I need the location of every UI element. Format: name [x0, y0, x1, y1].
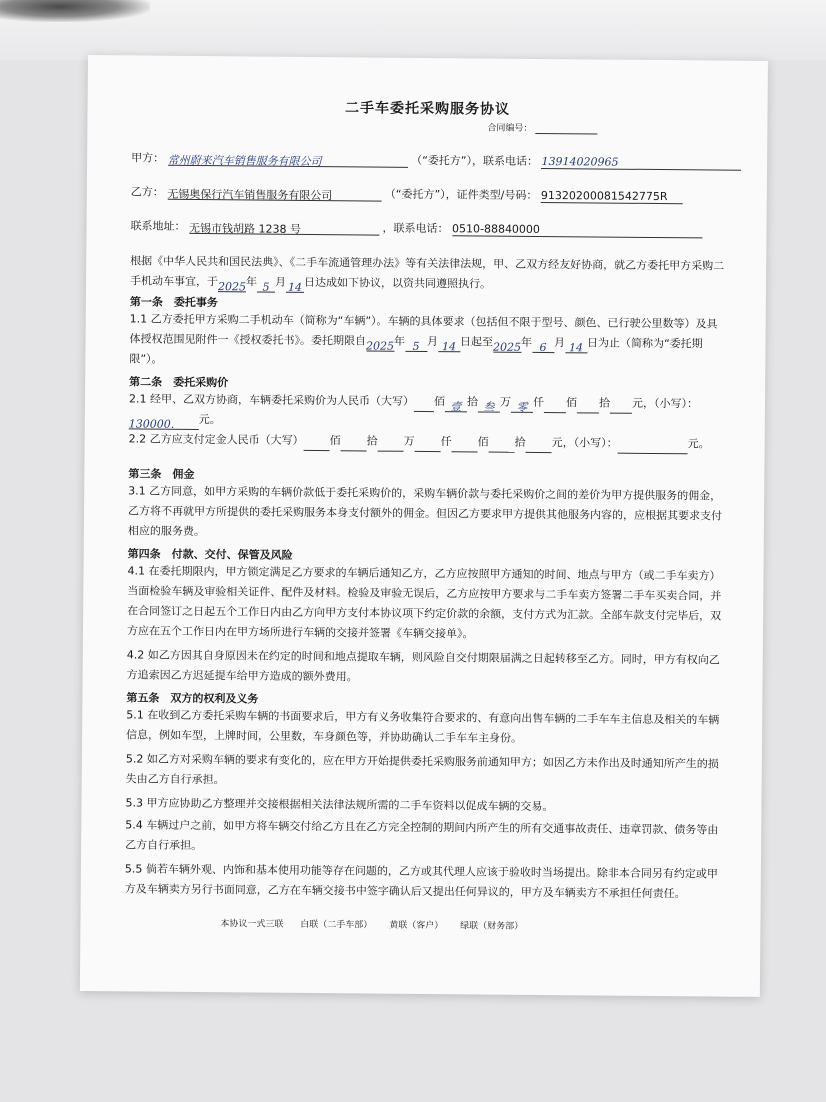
intro-text: 根据《中华人民共和国民法典》、《二手车流通管理办法》等有关法律法规，甲、乙双方经友好协商，就乙方委托甲方采购二手机动车事宜，于	[129, 254, 725, 289]
term-start-month-unit: 月	[426, 335, 439, 349]
article-1-heading: 第一条 委托事务	[129, 295, 218, 310]
intro-year-unit: 年	[245, 275, 258, 289]
party-b-label: 乙方：	[130, 185, 164, 199]
deposit-small-blank	[618, 439, 688, 455]
deposit-blank	[304, 436, 330, 451]
deposit-blank	[452, 437, 478, 452]
party-a-name: 常州蔚来汽车销售服务有限公司	[168, 152, 408, 168]
article-2-heading: 第二条 委托采购价	[129, 375, 229, 390]
deposit-blank	[489, 438, 515, 453]
article-5-1-paragraph: 5.1 在收到乙方委托采购车辆的书面要求后，甲方有义务收集符合要求的、有意向出售车辆的二手车车主信息及相关的车辆信息，例如车型，上牌时间，公里数，车身颜色等，并协助确认二手车车主身份。	[126, 708, 720, 745]
intro-month-unit: 月	[274, 275, 287, 289]
contract-number-blank	[535, 123, 597, 135]
price-unit-shi: 拾	[466, 395, 479, 409]
address-phone: 0510-88840000	[452, 222, 702, 238]
price-small-value: 130000.	[129, 414, 199, 430]
party-a-phone: 13914020965	[541, 155, 741, 171]
deposit-blank	[378, 437, 404, 452]
price-end: 元。	[198, 413, 221, 427]
document-title: 二手车委托采购服务协议	[344, 100, 511, 118]
term-end-text: 日为止（简称为“委托期限”）。	[129, 336, 703, 366]
article-5-3-paragraph: 5.3 甲方应协助乙方整理并交接根据相关法律法规所需的二手车资料以促成车辆的交易。	[125, 796, 554, 814]
deposit-unit-qian: 仟	[440, 435, 452, 449]
term-mid-text: 日起至	[459, 335, 494, 349]
article-1-text: 1.1 乙方委托甲方采购二手机动车（简称为“车辆”）。车辆的具体要求（包括但不限于型号、颜色、已行驶公里数等）及具体授权范围见附件一《授权委托书》。委托期限自	[129, 312, 718, 348]
address-phone-label: ，联系电话：	[382, 221, 449, 236]
term-start-month: 5	[405, 337, 427, 352]
deposit-text: 2.2 乙方应支付定金人民币（大写）	[128, 432, 304, 447]
deposit-unit-bai: 佰	[329, 434, 341, 448]
footer-yellow-copy: 黄联（客户）	[389, 920, 444, 932]
article-2-2-paragraph	[129, 429, 727, 454]
deposit-unit-bai2: 佰	[477, 435, 489, 449]
term-start-day: 14	[438, 337, 460, 352]
intro-text-end: 日达成如下协议，以资共同遵照执行。	[303, 275, 492, 291]
article-2-1-paragraph	[129, 389, 727, 434]
intro-paragraph	[130, 251, 728, 296]
article-3-heading: 第三条 佣金	[128, 467, 195, 481]
price-blank	[610, 399, 632, 414]
price-unit-bai: 佰	[433, 395, 446, 409]
article-1-paragraph	[129, 309, 728, 374]
deposit-blank	[526, 438, 552, 453]
deposit-unit-yuan: 元，（小写）：	[551, 436, 618, 450]
price-unit-yuan: 元，（小写）：	[631, 396, 699, 411]
price-text: 2.1 经甲、乙双方协商，车辆委托采购价为人民币（大写）	[128, 392, 415, 408]
price-blank	[414, 397, 434, 412]
party-a-label: 甲方：	[131, 151, 165, 165]
price-unit-bai2: 佰	[565, 396, 578, 410]
footer-copies: 本协议一式三联	[220, 919, 284, 930]
footer-green-copy: 绿联（财务部）	[460, 921, 524, 932]
party-b-id: 91320200081542775R	[541, 189, 683, 204]
deposit-blank	[341, 436, 367, 451]
price-shi-value: 壹	[445, 397, 467, 412]
price-blank	[577, 398, 599, 413]
party-b-name: 无锡奥保行汽车销售服务有限公司	[167, 186, 381, 202]
address-label: 联系地址：	[130, 219, 186, 233]
article-4-heading: 第四条 付款、交付、保管及风险	[127, 547, 293, 562]
contract-number	[487, 121, 597, 135]
price-unit-wan: 万	[499, 395, 512, 409]
article-5-5-paragraph: 5.5 倘若车辆外观、内饰和基本使用功能等存在问题的，乙方或其代理人应该于验收时当场提出。除非本合同另有约定或甲方及车辆卖方另行书面同意，乙方在车辆交接书中签字确认后又提出任何异议的，甲方及车辆卖方不承担任何责任。	[124, 862, 718, 901]
price-blank	[544, 398, 566, 413]
price-qian-value: 零	[511, 398, 533, 413]
party-b-role: （“委托方”），证件类型/号码：	[384, 187, 538, 202]
deposit-unit-shi: 拾	[366, 434, 378, 448]
article-5-2-paragraph: 5.2 如乙方对采购车辆的要求有变化的，应在甲方开始提供委托采购服务前通知甲方；如因乙方未作出及时通知所产生的损失由乙方自行承担。	[125, 752, 719, 787]
party-a-row	[131, 149, 742, 170]
party-b-row	[131, 183, 683, 204]
deposit-end: 元。	[687, 437, 710, 451]
contract-number-label: 合同编号：	[487, 123, 533, 134]
price-unit-qian: 仟	[532, 395, 545, 410]
price-unit-shi2: 拾	[598, 396, 611, 410]
intro-month: 5	[257, 278, 275, 293]
intro-year: 2025	[218, 277, 246, 292]
address-row	[130, 217, 702, 238]
address-value: 无锡市钱胡路 1238 号	[189, 220, 379, 236]
party-a-role: （“委托方”），联系电话：	[411, 153, 539, 168]
article-5-heading: 第五条 双方的权利及义务	[126, 691, 259, 706]
term-end-month: 6	[532, 338, 554, 353]
term-end-year-unit: 年	[520, 335, 533, 349]
contract-page	[80, 55, 768, 997]
deposit-unit-wan: 万	[403, 434, 415, 448]
article-4-1-paragraph: 4.1 在委托期限内，甲方锁定满足乙方要求的车辆后通知乙方，乙方应按照甲方通知的时间、地点与甲方（或二手车卖方）当面检验车辆及审验相关证件、配件及材料。检验及审验无误后，乙方应按甲方要求与二手车卖方签署二手车买卖合同，并在合同签订之日起五个工作日内由乙方向甲方支付本协议项下约定价款的余额，支付方式为汇款。全部车款支付完毕后，双方应在五个工作日内在甲方场所进行车辆的交接并签署《车辆交接单》。	[126, 564, 722, 641]
footer-white-copy: 白联（二手车部）	[300, 919, 373, 931]
term-end-day: 14	[565, 338, 587, 353]
deposit-blank	[415, 437, 441, 452]
copies-footer	[220, 916, 523, 932]
deposit-unit-shi2: 拾	[514, 435, 526, 449]
article-4-2-paragraph: 4.2 如乙方因其自身原因未在约定的时间和地点提取车辆，则风险自交付期限届满之日起转移至乙方。同时，甲方有权向乙方追索因乙方迟延提车给甲方造成的额外费用。	[126, 648, 720, 684]
term-end-month-unit: 月	[553, 336, 566, 350]
term-start-year: 2025	[366, 336, 394, 351]
term-start-year-unit: 年	[393, 334, 406, 348]
article-5-4-paragraph: 5.4 车辆过户之前，如甲方将车辆交付给乙方且在乙方完全控制的期间内所产生的所有交通事故责任、违章罚款、债务等由乙方自行承担。	[125, 818, 719, 853]
term-end-year: 2025	[493, 338, 521, 353]
intro-day: 14	[286, 278, 304, 293]
price-wan-value: 叁	[478, 397, 500, 412]
finger-shadow	[0, 0, 150, 22]
article-3-paragraph: 3.1 乙方同意，如甲方采购的车辆价款低于委托采购价的，采购车辆价款与委托采购价之间的差价为甲方提供服务的佣金，乙方将不再就甲方所提供的委托采购服务本身支付额外的佣金。但因乙方要求甲方提供其他服务内容的，应根据其要求支付相应的服务费。	[127, 484, 723, 539]
